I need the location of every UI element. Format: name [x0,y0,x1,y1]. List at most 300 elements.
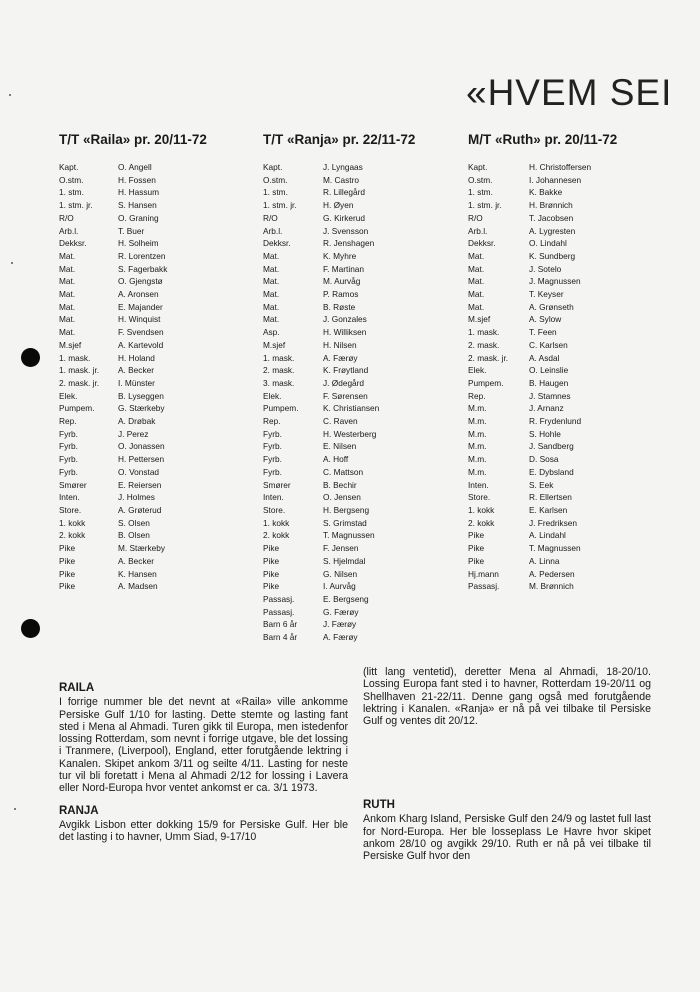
crew-row [59,199,207,212]
crew-role: Pike [263,581,280,592]
crew-role: Passasj. [468,581,500,592]
crew-row [59,186,207,199]
crew-row [263,415,415,428]
crew-role: Store. [263,504,286,515]
crew-row [263,466,415,479]
crew-role: Arb.l. [468,225,488,236]
crew-name: G. Kirkerud [323,212,365,223]
crew-row [263,517,415,530]
crew-row [468,186,617,199]
crew-name: K. Frøytland [323,365,369,376]
crew-role: Hj.mann [468,568,499,579]
crew-name: H. Brønnich [529,200,573,211]
crew-role: Arb.l. [263,225,283,236]
crew-role: Pike [59,581,76,592]
crew-role: 1. stm. [59,187,84,198]
crew-name: M. Brønnich [529,581,574,592]
crew-row [59,377,207,390]
crew-row [468,313,617,326]
crew-role: Kapt. [263,162,283,172]
crew-row [468,555,617,568]
crew-row [468,275,617,288]
crew-row [59,339,207,352]
crew-row [263,504,415,517]
crew-name: E. Karlsen [529,504,568,515]
crew-role: 1. stm. [263,187,288,198]
crew-row [468,479,617,492]
crew-row [59,263,207,276]
crew-name: O. Vonstad [118,466,160,477]
crew-role: Store. [468,492,491,503]
crew-name: T. Keyser [529,289,564,300]
crew-name: J. Arnanz [529,403,564,414]
crew-name: A. Drøbak [118,416,156,427]
crew-role: Mat. [468,250,485,261]
crew-name: K. Bakke [529,187,563,198]
crew-role: Fyrb. [263,466,282,477]
crew-roster [263,161,415,644]
article-body-ranja: Avgikk Lisbon etter dokking 15/9 for Persiske Gulf. Her ble det lasting i to havner, Umm Siad, 9-17/10 [59,818,348,844]
crew-role: M.m. [468,416,487,427]
crew-role: 3. mask. [263,377,295,388]
crew-role: 1. kokk [263,517,290,528]
crew-row [468,453,617,466]
crew-role: Fyrb. [263,428,282,439]
crew-name: P. Ramos [323,289,359,300]
crew-row [263,237,415,250]
crew-role: 2. mask. jr. [59,377,100,388]
crew-name: F. Svendsen [118,327,164,338]
crew-name: E. Bergseng [323,593,369,604]
paper-speck [11,262,13,264]
crew-role: Fyrb. [263,454,282,465]
crew-row [263,199,415,212]
crew-role: O.stm. [468,174,493,185]
crew-row [59,390,207,403]
crew-role: Mat. [468,301,485,312]
crew-row [468,250,617,263]
crew-name: J. Perez [118,428,149,439]
crew-role: Elek. [263,390,282,401]
paper-speck [9,94,11,96]
page-title: «HVEM SEI [466,72,673,113]
crew-name: J. Stamnes [529,390,571,401]
crew-name: A. Lygresten [529,225,576,236]
crew-role: Pike [263,568,280,579]
crew-name: A. Becker [118,555,154,566]
crew-role: 2. mask. [468,339,500,350]
crew-name: S. Hansen [118,200,157,211]
crew-name: E. Majander [118,301,163,312]
crew-row [263,174,415,187]
crew-role: 1. kokk [468,504,495,515]
crew-name: A. Hoff [323,454,349,465]
crew-role: M.m. [468,428,487,439]
crew-role: Pumpem. [468,377,504,388]
crew-row [59,212,207,225]
crew-name: H. Øyen [323,200,354,211]
crew-role: Fyrb. [59,428,78,439]
crew-row [59,301,207,314]
crew-role: Pumpem. [59,403,95,414]
crew-row [59,542,207,555]
crew-role: Mat. [59,263,76,274]
crew-name: K. Hansen [118,568,157,579]
crew-row [468,440,617,453]
crew-name: O. Angell [118,162,152,172]
crew-row [468,428,617,441]
paper-speck [14,808,16,810]
crew-role: Rep. [263,416,281,427]
crew-name: A. Grønseth [529,301,574,312]
crew-row [59,440,207,453]
crew-row [468,237,617,250]
crew-role: Mat. [263,276,280,287]
crew-name: H. Winquist [118,314,161,325]
crew-role: Passasj. [263,593,295,604]
crew-role: Barn 6 år [263,619,298,630]
crew-name: A. Færøy [323,632,358,643]
crew-role: Rep. [59,416,77,427]
crew-name: F. Martinan [323,263,365,274]
crew-heading: T/T «Raila» pr. 20/11-72 [59,132,207,147]
crew-role: M.m. [468,441,487,452]
crew-heading: M/T «Ruth» pr. 20/11-72 [468,132,618,147]
crew-row [263,364,415,377]
crew-row [263,377,415,390]
crew-row [263,631,415,644]
crew-role: M.sjef [59,339,82,350]
crew-role: Pike [468,530,485,541]
crew-name: G. Stærkeby [118,403,165,414]
crew-row [468,212,617,225]
crew-row [59,529,207,542]
crew-name: R. Frydenlund [529,416,582,427]
crew-name: T. Magnussen [323,530,375,541]
crew-row [468,415,617,428]
article-body-ruth: Ankom Kharg Island, Persiske Gulf den 24/9 og lastet full last for Nord-Europa. Her ble losseplass Le Havre hvor skipet ankom 28/10 og avgikk 29/10. Ruth er nå på vei tilbake til Persiske Gulf hvor den [363,813,651,863]
crew-row [468,568,617,581]
crew-list-raila [59,132,207,593]
crew-role: 2. kokk [468,517,495,528]
crew-name: D. Sosa [529,454,559,465]
crew-row [468,326,617,339]
crew-role: 1. mask. jr. [59,365,100,376]
crew-row [468,377,617,390]
crew-row [468,225,617,238]
crew-name: H. Hassum [118,187,160,198]
article-heading-ranja: RANJA [59,804,99,817]
crew-name: A. Grøterud [118,504,162,515]
crew-row [468,580,617,593]
crew-row [263,428,415,441]
crew-name: H. Nilsen [323,339,357,350]
crew-row [263,161,415,174]
crew-row [59,313,207,326]
crew-role: Dekksr. [468,238,496,249]
crew-name: J. Ødegård [323,377,365,388]
crew-row [59,326,207,339]
crew-name: E. Reiersen [118,479,162,490]
crew-role: Arb.l. [59,225,79,236]
crew-role: Mat. [59,314,76,325]
crew-role: Dekksr. [59,238,87,249]
crew-row [263,225,415,238]
crew-row [59,428,207,441]
crew-name: R. Lorentzen [118,250,166,261]
crew-name: R. Ellertsen [529,492,572,503]
crew-row [468,517,617,530]
crew-row [263,453,415,466]
crew-name: H. Pettersen [118,454,165,465]
crew-row [468,352,617,365]
crew-role: 2. kokk [263,530,290,541]
crew-name: G. Færøy [323,606,359,617]
crew-role: Pike [468,555,485,566]
crew-role: Fyrb. [59,454,78,465]
crew-row [59,568,207,581]
crew-row [468,161,617,174]
crew-role: Fyrb. [59,466,78,477]
crew-row [263,212,415,225]
crew-name: B. Lyseggen [118,390,164,401]
crew-row [263,606,415,619]
crew-role: Rep. [468,390,486,401]
crew-row [468,174,617,187]
crew-role: Mat. [468,276,485,287]
crew-role: Pike [59,555,76,566]
crew-name: T. Buer [118,225,145,236]
crew-row [59,555,207,568]
article-heading-raila: RAILA [59,682,95,694]
crew-row [468,542,617,555]
crew-row [59,174,207,187]
crew-name: K. Christiansen [323,403,380,414]
crew-role: Kapt. [468,162,488,172]
binder-hole [21,348,40,367]
crew-row [59,415,207,428]
crew-row [263,313,415,326]
crew-row [59,352,207,365]
crew-role: M.m. [468,454,487,465]
crew-role: Mat. [263,289,280,300]
crew-name: R. Jenshagen [323,238,375,249]
crew-name: S. Fagerbakk [118,263,168,274]
crew-role: Store. [59,504,82,515]
crew-name: S. Hohle [529,428,561,439]
crew-row [468,301,617,314]
crew-name: E. Dybsland [529,466,574,477]
crew-role: M.sjef [263,339,286,350]
crew-name: O. Leinslie [529,365,569,376]
crew-name: K. Sundberg [529,250,576,261]
crew-role: 1. mask. [59,352,91,363]
crew-name: O. Lindahl [529,238,567,249]
crew-name: S. Eek [529,479,554,490]
crew-row [468,199,617,212]
crew-role: Pike [59,568,76,579]
crew-heading: T/T «Ranja» pr. 22/11-72 [263,132,416,147]
crew-role: Pike [263,555,280,566]
crew-name: H. Westerberg [323,428,377,439]
crew-row [59,161,207,174]
crew-role: 1. kokk [59,517,86,528]
crew-name: H. Solheim [118,238,159,249]
crew-row [263,263,415,276]
crew-role: O.stm. [59,174,84,185]
crew-row [468,504,617,517]
crew-row [263,250,415,263]
crew-role: M.sjef [468,314,491,325]
crew-row [59,288,207,301]
crew-role: R/O [468,212,483,223]
article-heading-ruth: RUTH [363,799,395,811]
crew-role: Mat. [468,263,485,274]
crew-name: M. Stærkeby [118,543,166,554]
crew-name: A. Madsen [118,581,158,592]
crew-row [59,237,207,250]
crew-row [59,402,207,415]
crew-row [263,479,415,492]
crew-name: O. Jensen [323,492,361,503]
crew-name: O. Jonassen [118,441,165,452]
crew-role: Barn 4 år [263,632,298,643]
crew-row [59,580,207,593]
crew-role: Mat. [59,327,76,338]
crew-role: 2. mask. [263,365,295,376]
crew-row [59,453,207,466]
crew-role: Mat. [59,250,76,261]
crew-row [263,275,415,288]
crew-name: B. Røste [323,301,356,312]
crew-name: O. Gjengstø [118,276,163,287]
crew-roster [59,161,207,593]
crew-row [468,339,617,352]
crew-row [263,186,415,199]
crew-row [59,517,207,530]
crew-name: J. Sotelo [529,263,562,274]
crew-name: B. Bechir [323,479,357,490]
crew-row [468,364,617,377]
crew-name: J. Sandberg [529,441,574,452]
crew-row [263,568,415,581]
crew-row [468,288,617,301]
article-column-right-top [363,666,651,727]
crew-row [263,580,415,593]
crew-row [59,250,207,263]
crew-row [263,618,415,631]
crew-name: R. Lillegård [323,187,365,198]
crew-name: G. Nilsen [323,568,358,579]
crew-role: M.m. [468,466,487,477]
crew-name: J. Fredriksen [529,517,577,528]
crew-role: Inten. [468,479,489,490]
crew-role: Fyrb. [59,441,78,452]
crew-role: Elek. [59,390,78,401]
crew-role: Mat. [263,314,280,325]
crew-role: Mat. [59,301,76,312]
crew-name: J. Svensson [323,225,369,236]
crew-role: Mat. [59,276,76,287]
crew-role: Mat. [263,263,280,274]
crew-name: A. Lindahl [529,530,566,541]
crew-role: O.stm. [263,174,288,185]
crew-name: A. Asdal [529,352,560,363]
crew-row [468,466,617,479]
crew-name: A. Aronsen [118,289,159,300]
crew-name: I. Münster [118,377,155,388]
crew-role: Smører [59,479,87,490]
crew-role: Passasj. [263,606,295,617]
crew-name: C. Mattson [323,466,364,477]
crew-name: S. Hjelmdal [323,555,366,566]
crew-name: H. Fossen [118,174,156,185]
crew-name: H. Williksen [323,327,367,338]
crew-role: 1. mask. [263,352,295,363]
crew-name: E. Nilsen [323,441,357,452]
crew-role: Pike [263,543,280,554]
crew-name: J. Holmes [118,492,155,503]
crew-row [468,402,617,415]
crew-role: Asp. [263,327,280,338]
crew-role: 2. mask. jr. [468,352,509,363]
crew-name: T. Feen [529,327,557,338]
crew-row [468,529,617,542]
crew-row [263,326,415,339]
crew-role: Dekksr. [263,238,291,249]
crew-role: R/O [263,212,278,223]
crew-name: A. Færøy [323,352,358,363]
crew-row [263,542,415,555]
crew-role: Mat. [263,250,280,261]
crew-name: H. Bergseng [323,504,370,515]
crew-row [263,593,415,606]
crew-name: T. Jacobsen [529,212,574,223]
crew-role: 1. stm. jr. [263,200,297,211]
crew-row [263,301,415,314]
crew-row [59,504,207,517]
crew-name: S. Olsen [118,517,150,528]
crew-row [468,263,617,276]
crew-row [263,402,415,415]
crew-row [263,390,415,403]
crew-role: Mat. [263,301,280,312]
crew-role: R/O [59,212,74,223]
crew-row [263,339,415,352]
crew-name: O. Graning [118,212,159,223]
crew-name: C. Karlsen [529,339,568,350]
crew-role: Inten. [263,492,284,503]
crew-role: 2. kokk [59,530,86,541]
crew-roster [468,161,617,593]
crew-row [59,466,207,479]
crew-role: 1. stm. jr. [59,200,93,211]
crew-name: J. Lyngaas [323,162,363,172]
crew-role: Pumpem. [263,403,299,414]
crew-name: H. Holand [118,352,155,363]
crew-row [59,479,207,492]
crew-name: J. Gonzales [323,314,367,325]
crew-name: A. Kartevold [118,339,164,350]
crew-row [468,491,617,504]
crew-list-ruth [468,132,617,593]
crew-role: Fyrb. [263,441,282,452]
crew-row [59,364,207,377]
crew-name: F. Jensen [323,543,359,554]
crew-role: M.m. [468,403,487,414]
crew-role: Elek. [468,365,487,376]
crew-name: K. Myhre [323,250,357,261]
